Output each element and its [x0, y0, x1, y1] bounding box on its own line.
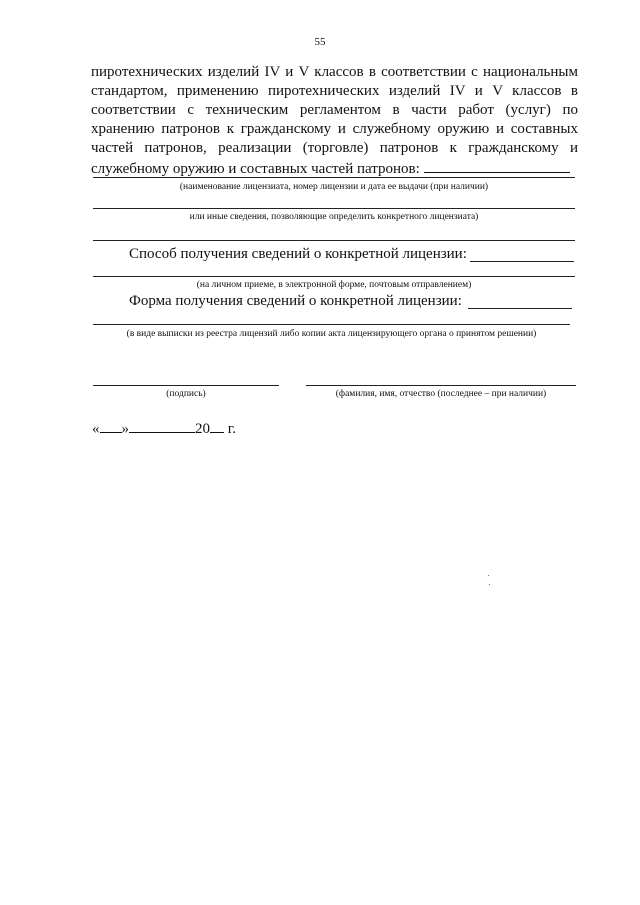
method-short-fill-line[interactable]	[470, 261, 574, 262]
licensee-fill-line[interactable]	[93, 177, 575, 178]
form-fill-line[interactable]	[93, 324, 570, 325]
other-info-caption: или иные сведения, позволяющие определить конкретного лицензиата)	[189, 212, 479, 222]
full-name-caption: (фамилия, имя, отчество (последнее – при наличии)	[335, 389, 547, 399]
form-label: Форма получения сведений о конкретной лицензии:	[129, 293, 462, 309]
paragraph-line: служебному оружию и составных частей патронов:	[91, 161, 420, 177]
date-open-quote: «	[92, 421, 100, 437]
licensee-blank[interactable]	[424, 158, 570, 173]
year-suffix: г.	[227, 421, 236, 437]
date-line	[92, 418, 236, 439]
licensee-caption: (наименование лицензиата, номер лицензии и дата ее выдачи (при наличии)	[179, 182, 489, 192]
year-blank[interactable]	[210, 418, 224, 433]
method-caption: (на личном приеме, в электронной форме, почтовым отправлением)	[196, 280, 472, 290]
form-caption: (в виде выписки из реестра лицензий либо копии акта лицензирующего органа о принятом решении)	[126, 329, 537, 339]
signature-caption: (подпись)	[166, 389, 206, 399]
paragraph-last-line	[91, 158, 578, 179]
extra-fill-line[interactable]	[93, 240, 575, 241]
other-info-fill-line[interactable]	[93, 208, 575, 209]
paragraph-line: соответствии с техническим регламентом в части работ (услуг) по	[91, 102, 578, 118]
body-paragraph	[91, 63, 578, 179]
year-prefix: 20	[195, 421, 210, 437]
signature-fill-line[interactable]	[93, 385, 279, 386]
method-fill-line[interactable]	[93, 276, 575, 277]
scan-speck	[488, 575, 489, 576]
scan-speck	[489, 584, 490, 585]
full-name-fill-line[interactable]	[306, 385, 576, 386]
form-short-fill-line[interactable]	[468, 308, 572, 309]
date-close-quote: »	[121, 421, 129, 437]
paragraph-line: пиротехнических изделий IV и V классов в соответствии с национальным	[91, 64, 578, 80]
paragraph-line: хранению патронов к гражданскому и служебному оружию и составных	[91, 121, 578, 137]
page-number: 55	[314, 36, 326, 48]
paragraph-line: частей патронов, реализации (торговле) патронов к гражданскому и	[91, 140, 578, 156]
method-label: Способ получения сведений о конкретной лицензии:	[129, 246, 467, 262]
month-blank[interactable]	[129, 418, 195, 433]
paragraph-line: стандартом, применению пиротехнических изделий IV и V классов в	[91, 83, 578, 99]
day-blank[interactable]	[100, 418, 122, 433]
